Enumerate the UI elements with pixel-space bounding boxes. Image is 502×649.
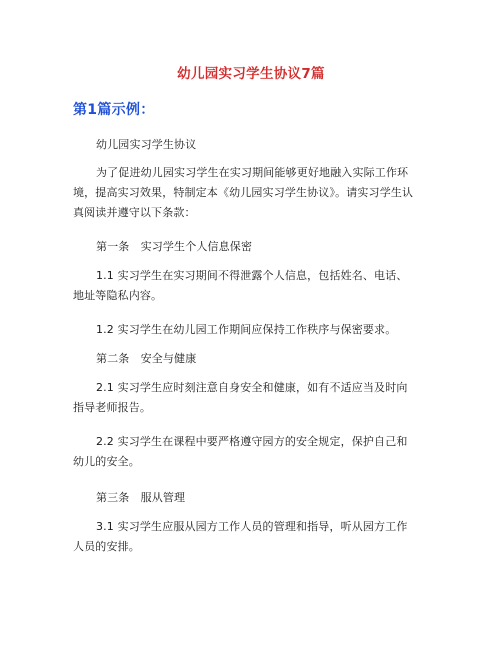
paragraph-line: 境，提高实习效果，特制定本《幼儿园实习学生协议》。请实习学生认 [73,186,414,199]
clause-2-1 [73,378,433,418]
paragraph-line: 地址等隐私内容。 [73,289,163,302]
clause-2-2 [73,432,433,472]
paragraph-line: 3.1 实习学生应服从园方工作人员的管理和指导，听从园方工作 [96,520,408,533]
paragraph-line: 幼儿园实习学生协议 [96,138,197,151]
paragraph-intro [73,163,433,223]
clause-1-1 [73,266,433,306]
paragraph-line: 1.2 实习学生在幼儿园工作期间应保持工作秩序与保密要求。 [96,323,397,336]
paragraph-line: 1.1 实习学生在实习期间不得泄露个人信息，包括姓名、电话、 [96,269,408,282]
paragraph-line: 2.1 实习学生应时刻注意自身安全和健康，如有不适应当及时向 [96,381,408,394]
paragraph-line: 第一条 实习学生个人信息保密 [96,240,253,253]
article-heading-3 [73,488,433,508]
section-heading: 第1篇示例： [73,102,155,118]
paragraph-line: 幼儿的安全。 [73,455,140,468]
document-title: 幼儿园实习学生协议7篇 [177,66,325,82]
article-heading-1 [73,237,433,257]
paragraph-line: 指导老师报告。 [73,401,152,414]
paragraph-line: 第二条 安全与健康 [96,352,197,365]
paragraph-line: 2.2 实习学生在课程中要严格遵守园方的安全规定，保护自己和 [96,435,408,448]
paragraph-agreement-name [73,135,433,155]
paragraph-line: 人员的安排。 [73,540,140,553]
article-heading-2 [73,349,433,369]
paragraph-line: 为了促进幼儿园实习学生在实习期间能够更好地融入实际工作环 [96,166,409,179]
clause-3-1 [73,517,433,557]
clause-1-2 [73,320,433,340]
paragraph-line: 第三条 服从管理 [96,491,186,504]
paragraph-line: 真阅读并遵守以下条款： [73,206,196,219]
